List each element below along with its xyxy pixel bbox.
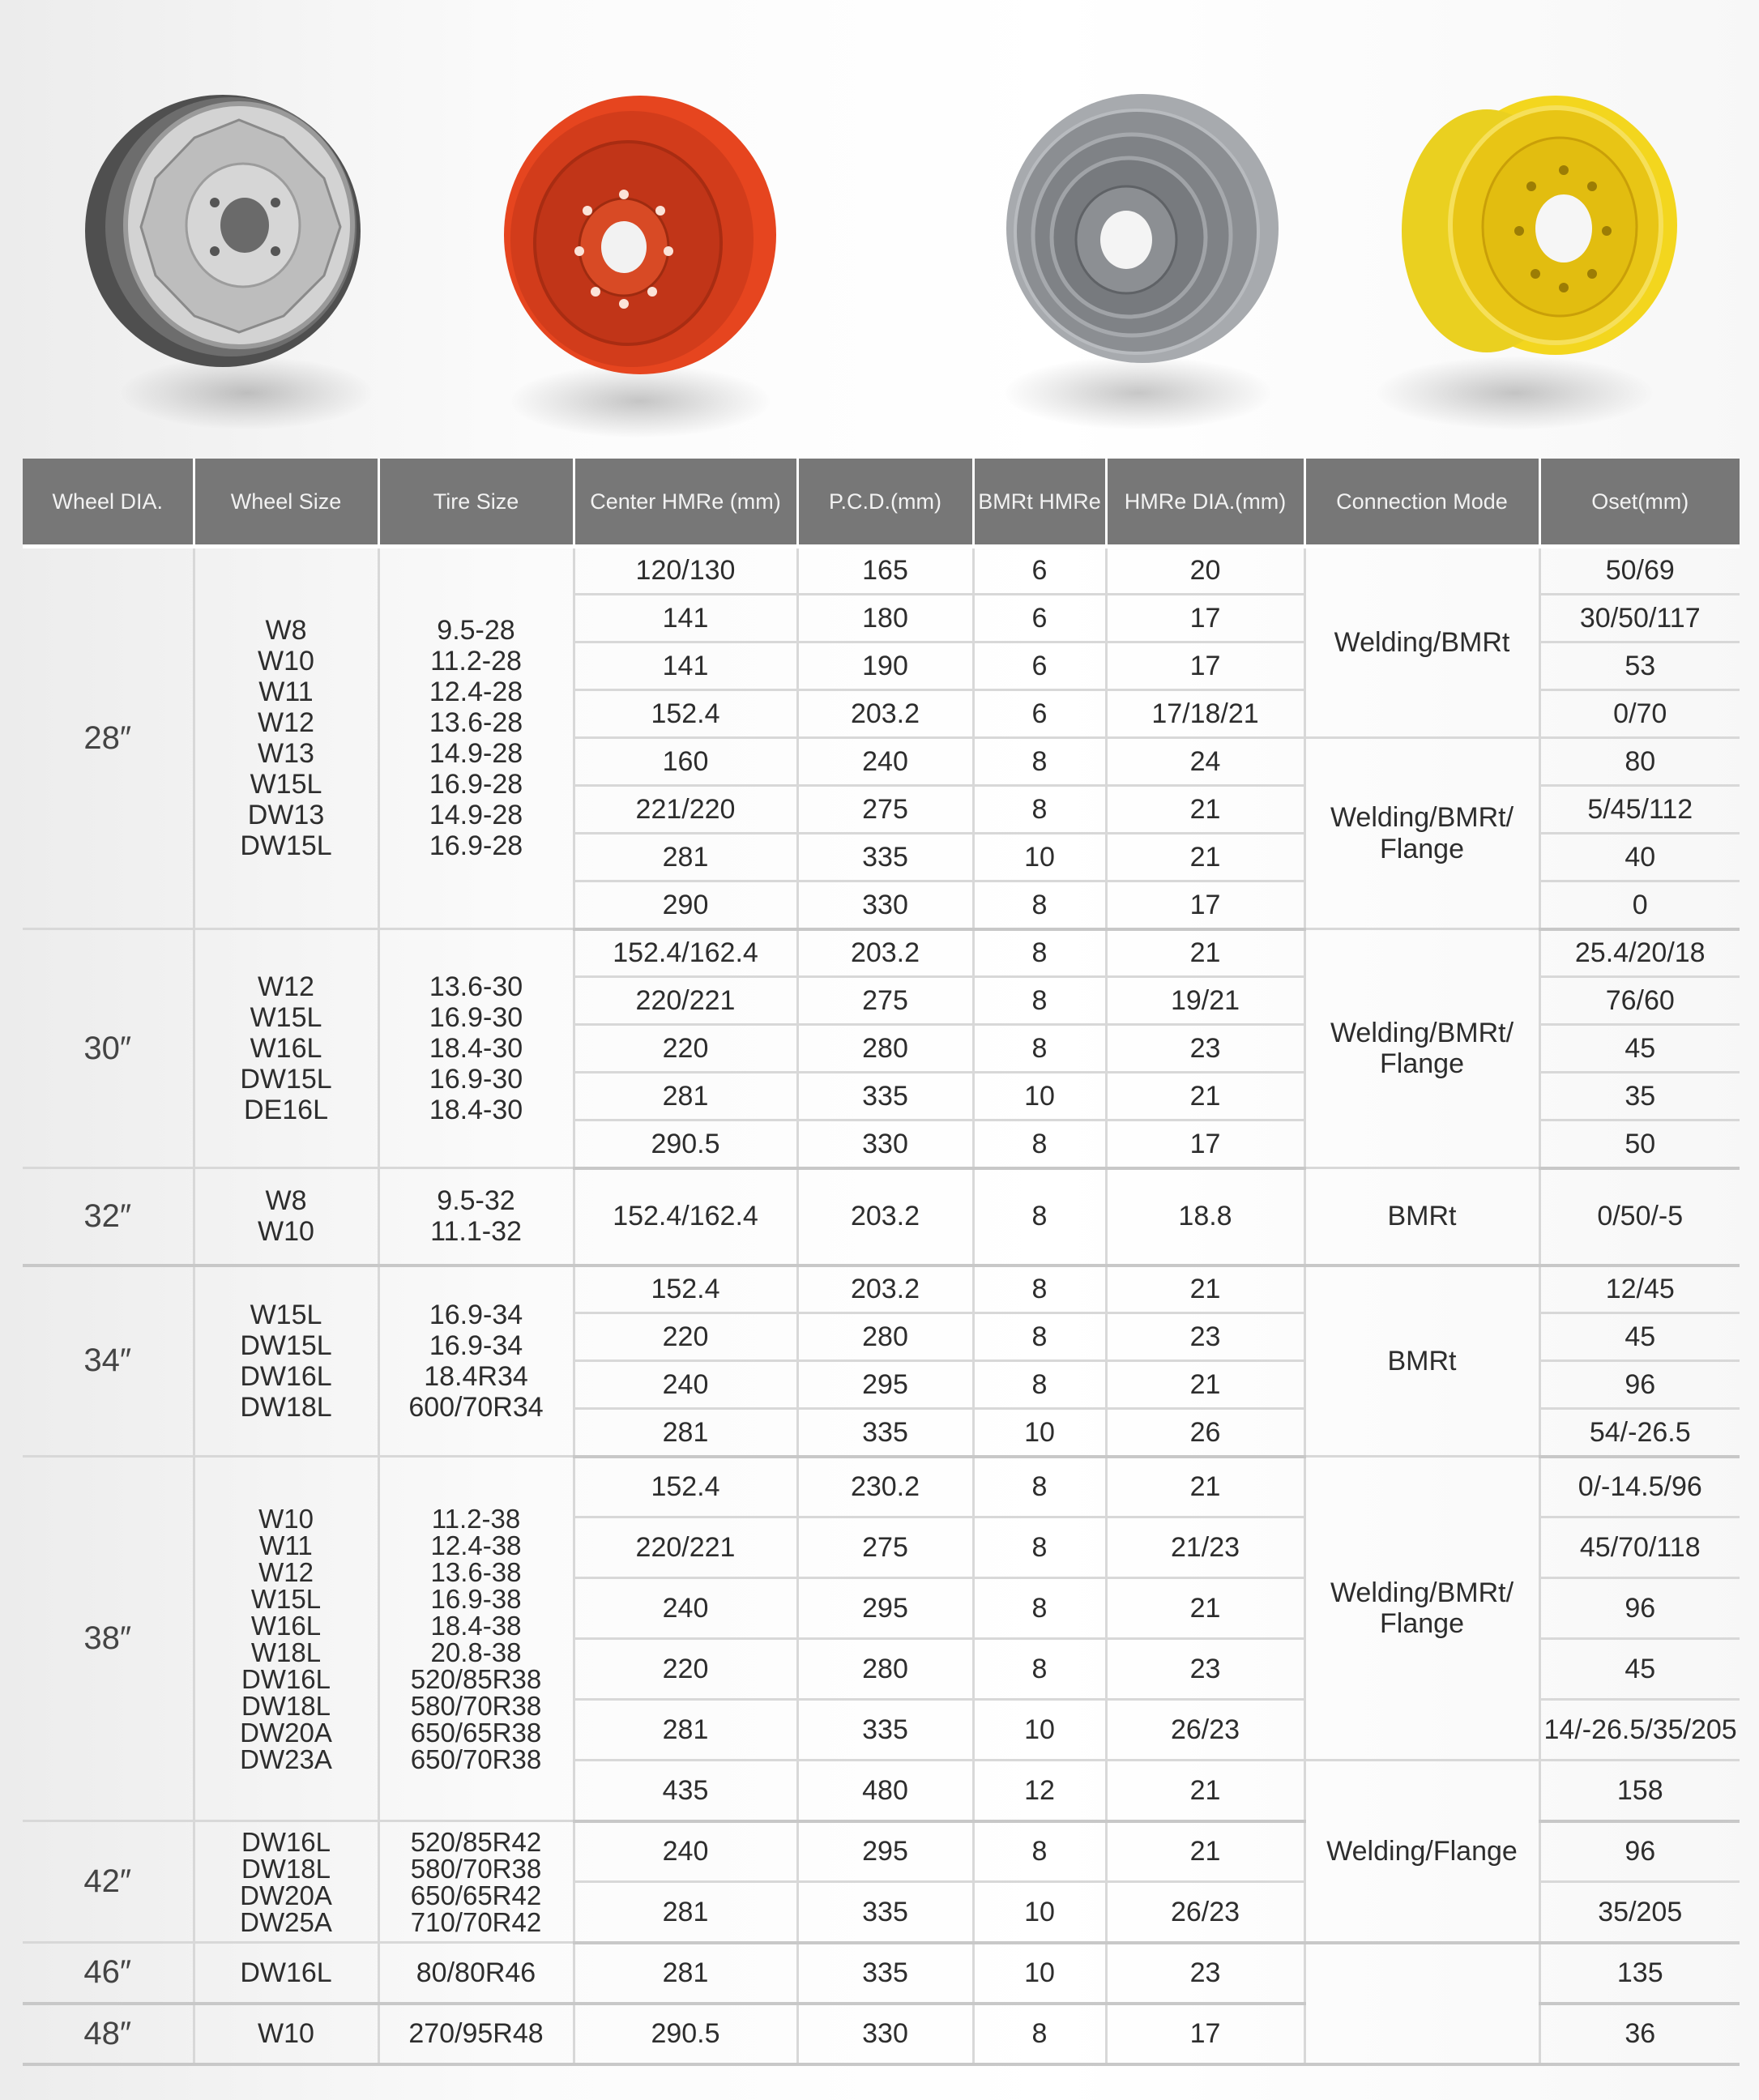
center-hole-cell: 152.4 [574,1457,797,1517]
header-tire-size: Tire Size [378,459,574,547]
center-hole-cell: 281 [574,1073,797,1120]
pcd-cell: 295 [797,1821,973,1882]
center-hole-cell: 281 [574,1882,797,1943]
hole-dia-cell: 21 [1106,1821,1304,1882]
pcd-cell: 165 [797,547,973,595]
bolt-holes-cell: 6 [973,642,1106,690]
pcd-cell: 280 [797,1639,973,1700]
orange-wheel-image [490,89,782,381]
bolt-holes-cell: 10 [973,1943,1106,2004]
wheel-size-cell: W15L DW15L DW16L DW18L [194,1266,378,1457]
wheel-dia-cell: 32″ [23,1168,194,1266]
wheel-dia-cell: 48″ [23,2004,194,2064]
bolt-holes-cell: 8 [973,1025,1106,1073]
table-row [23,1266,1740,1313]
wheel-size-cell: W10 W11 W12 W15L W16L W18L DW16L DW18L DW20A DW23A [194,1457,378,1821]
connection-mode-cell: Welding/BMRt [1304,547,1539,738]
bolt-holes-cell: 6 [973,547,1106,595]
pcd-cell: 280 [797,1025,973,1073]
offset-cell: 54/-26.5 [1539,1409,1740,1457]
pcd-cell: 295 [797,1361,973,1409]
header-offset: Oset(mm) [1539,459,1740,547]
offset-cell: 30/50/117 [1539,595,1740,642]
offset-cell: 96 [1539,1821,1740,1882]
center-hole-cell: 281 [574,834,797,881]
offset-cell: 14/-26.5/35/205 [1539,1700,1740,1761]
offset-cell: 40 [1539,834,1740,881]
wheel-images [0,0,1759,454]
pcd-cell: 335 [797,1700,973,1761]
center-hole-cell: 281 [574,1943,797,2004]
header-wheel-size: Wheel Size [194,459,378,547]
table-row [23,1943,1740,2004]
bolt-holes-cell: 6 [973,595,1106,642]
bolt-holes-cell: 8 [973,1361,1106,1409]
center-hole-cell: 240 [574,1361,797,1409]
pcd-cell: 335 [797,1882,973,1943]
bolt-holes-cell: 8 [973,1639,1106,1700]
pcd-cell: 330 [797,2004,973,2064]
header-wheel-dia: Wheel DIA. [23,459,194,547]
grey-wheel-image [81,81,381,381]
hole-dia-cell: 23 [1106,1639,1304,1700]
wheel-size-cell: W8 W10 W11 W12 W13 W15L DW13 DW15L [194,547,378,929]
wheel-size-cell: DW16L DW18L DW20A DW25A [194,1821,378,1943]
hole-dia-cell: 21 [1106,834,1304,881]
center-hole-cell: 152.4 [574,690,797,738]
bolt-holes-cell: 8 [973,2004,1106,2064]
offset-cell: 0/50/-5 [1539,1168,1740,1266]
table-row [23,1457,1740,1517]
center-hole-cell: 290 [574,881,797,929]
hole-dia-cell: 17/18/21 [1106,690,1304,738]
pcd-cell: 275 [797,786,973,834]
center-hole-cell: 435 [574,1761,797,1821]
center-hole-cell: 220 [574,1025,797,1073]
hole-dia-cell: 21 [1106,786,1304,834]
connection-mode-cell: Welding/Flange [1304,1761,1539,1943]
hole-dia-cell: 23 [1106,1943,1304,2004]
center-hole-cell: 290.5 [574,2004,797,2064]
connection-mode-cell: Welding/BMRt/ Flange [1304,929,1539,1168]
bolt-holes-cell: 8 [973,1168,1106,1266]
bolt-holes-cell: 10 [973,1882,1106,1943]
hole-dia-cell: 18.8 [1106,1168,1304,1266]
connection-mode-cell: BMRt [1304,1266,1539,1457]
pcd-cell: 480 [797,1761,973,1821]
bolt-holes-cell: 10 [973,1700,1106,1761]
offset-cell: 53 [1539,642,1740,690]
tire-size-cell: 520/85R42 580/70R38 650/65R42 710/70R42 [378,1821,574,1943]
pcd-cell: 190 [797,642,973,690]
connection-mode-cell: Welding/BMRt/ Flange [1304,1457,1539,1761]
center-hole-cell: 141 [574,595,797,642]
bolt-holes-cell: 8 [973,1120,1106,1168]
pcd-cell: 335 [797,1943,973,2004]
connection-mode-cell: BMRt [1304,1168,1539,1266]
pcd-cell: 330 [797,881,973,929]
center-hole-cell: 281 [574,1409,797,1457]
offset-cell: 45/70/118 [1539,1517,1740,1578]
offset-cell: 96 [1539,1578,1740,1639]
wheel-dia-cell: 28″ [23,547,194,929]
table-row [23,1168,1740,1266]
hole-dia-cell: 20 [1106,547,1304,595]
bolt-holes-cell: 10 [973,1073,1106,1120]
offset-cell: 0/70 [1539,690,1740,738]
tire-size-cell: 9.5-28 11.2-28 12.4-28 13.6-28 14.9-28 16.9-28 14.9-28 16.9-28 [378,547,574,929]
offset-cell: 45 [1539,1313,1740,1361]
silver-wheel-image [993,89,1284,373]
tire-size-cell: 13.6-30 16.9-30 18.4-30 16.9-30 18.4-30 [378,929,574,1168]
offset-cell: 12/45 [1539,1266,1740,1313]
bolt-holes-cell: 8 [973,786,1106,834]
hole-dia-cell: 17 [1106,595,1304,642]
offset-cell: 25.4/20/18 [1539,929,1740,977]
pcd-cell: 280 [797,1313,973,1361]
hole-dia-cell: 21/23 [1106,1517,1304,1578]
pcd-cell: 203.2 [797,690,973,738]
wheel-dia-cell: 34″ [23,1266,194,1457]
table-row [23,547,1740,595]
center-hole-cell: 240 [574,1821,797,1882]
wheel-size-cell: DW16L [194,1943,378,2004]
center-hole-cell: 290.5 [574,1120,797,1168]
pcd-cell: 180 [797,595,973,642]
bolt-holes-cell: 8 [973,738,1106,786]
wheel-dia-cell: 46″ [23,1943,194,2004]
hole-dia-cell: 19/21 [1106,977,1304,1025]
offset-cell: 36 [1539,2004,1740,2064]
center-hole-cell: 152.4/162.4 [574,929,797,977]
table-row [23,929,1740,977]
wheel-size-cell: W8 W10 [194,1168,378,1266]
hole-dia-cell: 23 [1106,1025,1304,1073]
table-body [23,547,1740,2064]
hole-dia-cell: 26 [1106,1409,1304,1457]
bolt-holes-cell: 8 [973,1457,1106,1517]
offset-cell: 96 [1539,1361,1740,1409]
center-hole-cell: 120/130 [574,547,797,595]
header-center-hole: Center HMRe (mm) [574,459,797,547]
header-hole-dia: HMRe DIA.(mm) [1106,459,1304,547]
offset-cell: 0 [1539,881,1740,929]
hole-dia-cell: 21 [1106,929,1304,977]
hole-dia-cell: 26/23 [1106,1882,1304,1943]
offset-cell: 5/45/112 [1539,786,1740,834]
pcd-cell: 203.2 [797,1168,973,1266]
header-pcd: P.C.D.(mm) [797,459,973,547]
hole-dia-cell: 21 [1106,1761,1304,1821]
offset-cell: 35 [1539,1073,1740,1120]
wheel-dia-cell: 38″ [23,1457,194,1821]
bolt-holes-cell: 8 [973,1266,1106,1313]
hole-dia-cell: 26/23 [1106,1700,1304,1761]
header-connection-mode: Connection Mode [1304,459,1539,547]
center-hole-cell: 281 [574,1700,797,1761]
pcd-cell: 335 [797,834,973,881]
pcd-cell: 203.2 [797,1266,973,1313]
bolt-holes-cell: 8 [973,929,1106,977]
hole-dia-cell: 23 [1106,1313,1304,1361]
pcd-cell: 330 [797,1120,973,1168]
bolt-holes-cell: 8 [973,1517,1106,1578]
offset-cell: 76/60 [1539,977,1740,1025]
bolt-holes-cell: 8 [973,1578,1106,1639]
pcd-cell: 335 [797,1409,973,1457]
hole-dia-cell: 24 [1106,738,1304,786]
wheel-size-cell: W10 [194,2004,378,2064]
hole-dia-cell: 17 [1106,2004,1304,2064]
pcd-cell: 335 [797,1073,973,1120]
table-header-row [23,459,1740,547]
offset-cell: 135 [1539,1943,1740,2004]
hole-dia-cell: 21 [1106,1578,1304,1639]
pcd-cell: 240 [797,738,973,786]
header-bolt-holes: BMRt HMRe [973,459,1106,547]
pcd-cell: 230.2 [797,1457,973,1517]
center-hole-cell: 220 [574,1639,797,1700]
center-hole-cell: 160 [574,738,797,786]
bolt-holes-cell: 12 [973,1761,1106,1821]
wheel-dia-cell: 42″ [23,1821,194,1943]
hole-dia-cell: 21 [1106,1361,1304,1409]
offset-cell: 80 [1539,738,1740,786]
bolt-holes-cell: 8 [973,977,1106,1025]
pcd-cell: 203.2 [797,929,973,977]
wheel-size-cell: W12 W15L W16L DW15L DE16L [194,929,378,1168]
center-hole-cell: 220/221 [574,1517,797,1578]
offset-cell: 0/-14.5/96 [1539,1457,1740,1517]
pcd-cell: 275 [797,1517,973,1578]
bolt-holes-cell: 8 [973,1313,1106,1361]
center-hole-cell: 141 [574,642,797,690]
bolt-holes-cell: 8 [973,1821,1106,1882]
hole-dia-cell: 17 [1106,881,1304,929]
center-hole-cell: 240 [574,1578,797,1639]
tire-size-cell: 9.5-32 11.1-32 [378,1168,574,1266]
hole-dia-cell: 21 [1106,1457,1304,1517]
hole-dia-cell: 17 [1106,1120,1304,1168]
offset-cell: 35/205 [1539,1882,1740,1943]
offset-cell: 45 [1539,1025,1740,1073]
center-hole-cell: 152.4 [574,1266,797,1313]
offset-cell: 50/69 [1539,547,1740,595]
bolt-holes-cell: 10 [973,834,1106,881]
yellow-wheel-image [1390,89,1681,373]
offset-cell: 158 [1539,1761,1740,1821]
center-hole-cell: 152.4/162.4 [574,1168,797,1266]
tire-size-cell: 16.9-34 16.9-34 18.4R34 600/70R34 [378,1266,574,1457]
wheel-dia-cell: 30″ [23,929,194,1168]
tire-size-cell: 270/95R48 [378,2004,574,2064]
bolt-holes-cell: 10 [973,1409,1106,1457]
pcd-cell: 275 [797,977,973,1025]
connection-mode-cell [1304,1943,1539,2064]
offset-cell: 50 [1539,1120,1740,1168]
hole-dia-cell: 21 [1106,1266,1304,1313]
wheel-spec-table [23,459,1740,2066]
tire-size-cell: 11.2-38 12.4-38 13.6-38 16.9-38 18.4-38 20.8-38 520/85R38 580/70R38 650/65R38 650/70R38 [378,1457,574,1821]
center-hole-cell: 221/220 [574,786,797,834]
offset-cell: 45 [1539,1639,1740,1700]
center-hole-cell: 220 [574,1313,797,1361]
pcd-cell: 295 [797,1578,973,1639]
center-hole-cell: 220/221 [574,977,797,1025]
hole-dia-cell: 21 [1106,1073,1304,1120]
hole-dia-cell: 17 [1106,642,1304,690]
connection-mode-cell: Welding/BMRt/ Flange [1304,738,1539,929]
bolt-holes-cell: 8 [973,881,1106,929]
tire-size-cell: 80/80R46 [378,1943,574,2004]
bolt-holes-cell: 6 [973,690,1106,738]
